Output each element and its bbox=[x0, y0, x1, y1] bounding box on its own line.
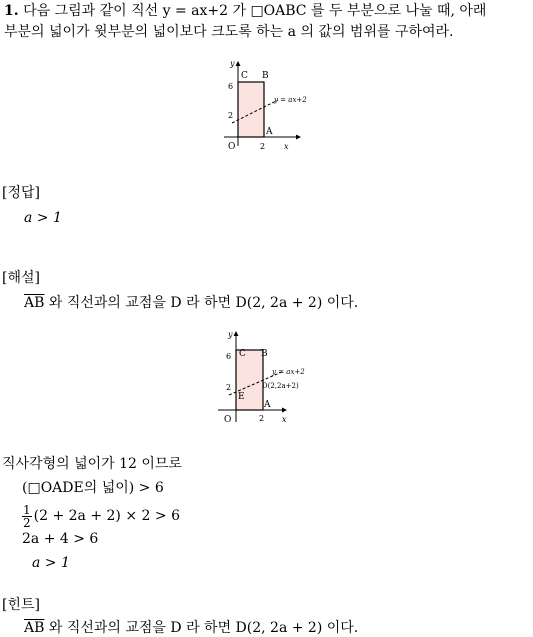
label-two-x: 2 bbox=[260, 142, 266, 151]
label-b: B bbox=[262, 71, 269, 81]
label-x: x bbox=[284, 142, 289, 151]
problem-number: 1. bbox=[4, 3, 19, 19]
solution-line-1 bbox=[24, 294, 358, 312]
y-axis-arrow-icon bbox=[234, 331, 239, 336]
problem-line-1 bbox=[4, 2, 486, 20]
label-line: y = ax+2 bbox=[274, 96, 307, 104]
figure-1 bbox=[222, 60, 322, 158]
label-c: C bbox=[239, 349, 246, 359]
answer-header: [정답] bbox=[2, 185, 40, 201]
label-b: B bbox=[261, 349, 268, 359]
problem-line-2: 부분의 넓이가 윗부분의 넓이보다 크도록 하는 a 의 값의 범위를 구하여라. bbox=[4, 24, 454, 40]
label-line: y = ax+2 bbox=[272, 368, 305, 376]
answer-value: a > 1 bbox=[24, 210, 62, 226]
label-y: y bbox=[228, 330, 233, 339]
solution-line-1-text: 와 직선과의 교점을 D 라 하면 D(2, 2a + 2) 이다. bbox=[44, 295, 359, 311]
label-o: O bbox=[224, 415, 232, 425]
solution-line-2: 직사각형의 넓이가 12 이므로 bbox=[2, 456, 182, 472]
x-axis-arrow-icon bbox=[296, 135, 301, 140]
segment-ab: $\overline{AB}$ bbox=[24, 295, 45, 311]
x-axis-arrow-icon bbox=[282, 408, 287, 413]
solution-eq-4: a > 1 bbox=[32, 555, 70, 571]
label-o: O bbox=[228, 142, 236, 152]
solution-eq-2 bbox=[22, 503, 180, 529]
label-x: x bbox=[282, 415, 287, 424]
label-y: y bbox=[230, 60, 235, 68]
solution-header: [해설] bbox=[2, 270, 40, 286]
solution-eq-3: 2a + 4 > 6 bbox=[22, 531, 99, 547]
segment-ab: $\overline{AB}$ bbox=[24, 620, 45, 636]
label-d: D(2,2a+2) bbox=[262, 382, 299, 390]
label-two-x: 2 bbox=[259, 414, 265, 423]
label-e: E bbox=[238, 392, 245, 402]
label-c: C bbox=[241, 71, 248, 81]
figure-2 bbox=[216, 328, 326, 428]
y-axis-arrow-icon bbox=[236, 61, 241, 66]
label-two-y: 2 bbox=[228, 111, 234, 120]
label-a: A bbox=[266, 127, 273, 137]
solution-eq-1: (□OADE의 넓이) > 6 bbox=[22, 480, 164, 496]
fraction-denominator: 2 bbox=[23, 515, 31, 530]
label-two-y: 2 bbox=[226, 383, 232, 392]
label-six: 6 bbox=[228, 82, 234, 91]
hint-header: [힌트] bbox=[2, 597, 40, 613]
label-six: 6 bbox=[226, 352, 232, 361]
fraction-numerator: 1 bbox=[23, 502, 31, 517]
fraction-one-half bbox=[22, 504, 32, 529]
hint-line-text: 와 직선과의 교점을 D 라 하면 D(2, 2a + 2) 이다. bbox=[44, 620, 359, 636]
label-a: A bbox=[264, 400, 271, 410]
solution-eq-2-text: (2 + 2a + 2) × 2 > 6 bbox=[33, 508, 180, 524]
problem-text-1: 다음 그림과 같이 직선 y = ax+2 가 □OABC 를 두 부분으로 나눌 때, 아래 bbox=[23, 3, 487, 19]
hint-line bbox=[24, 619, 358, 637]
